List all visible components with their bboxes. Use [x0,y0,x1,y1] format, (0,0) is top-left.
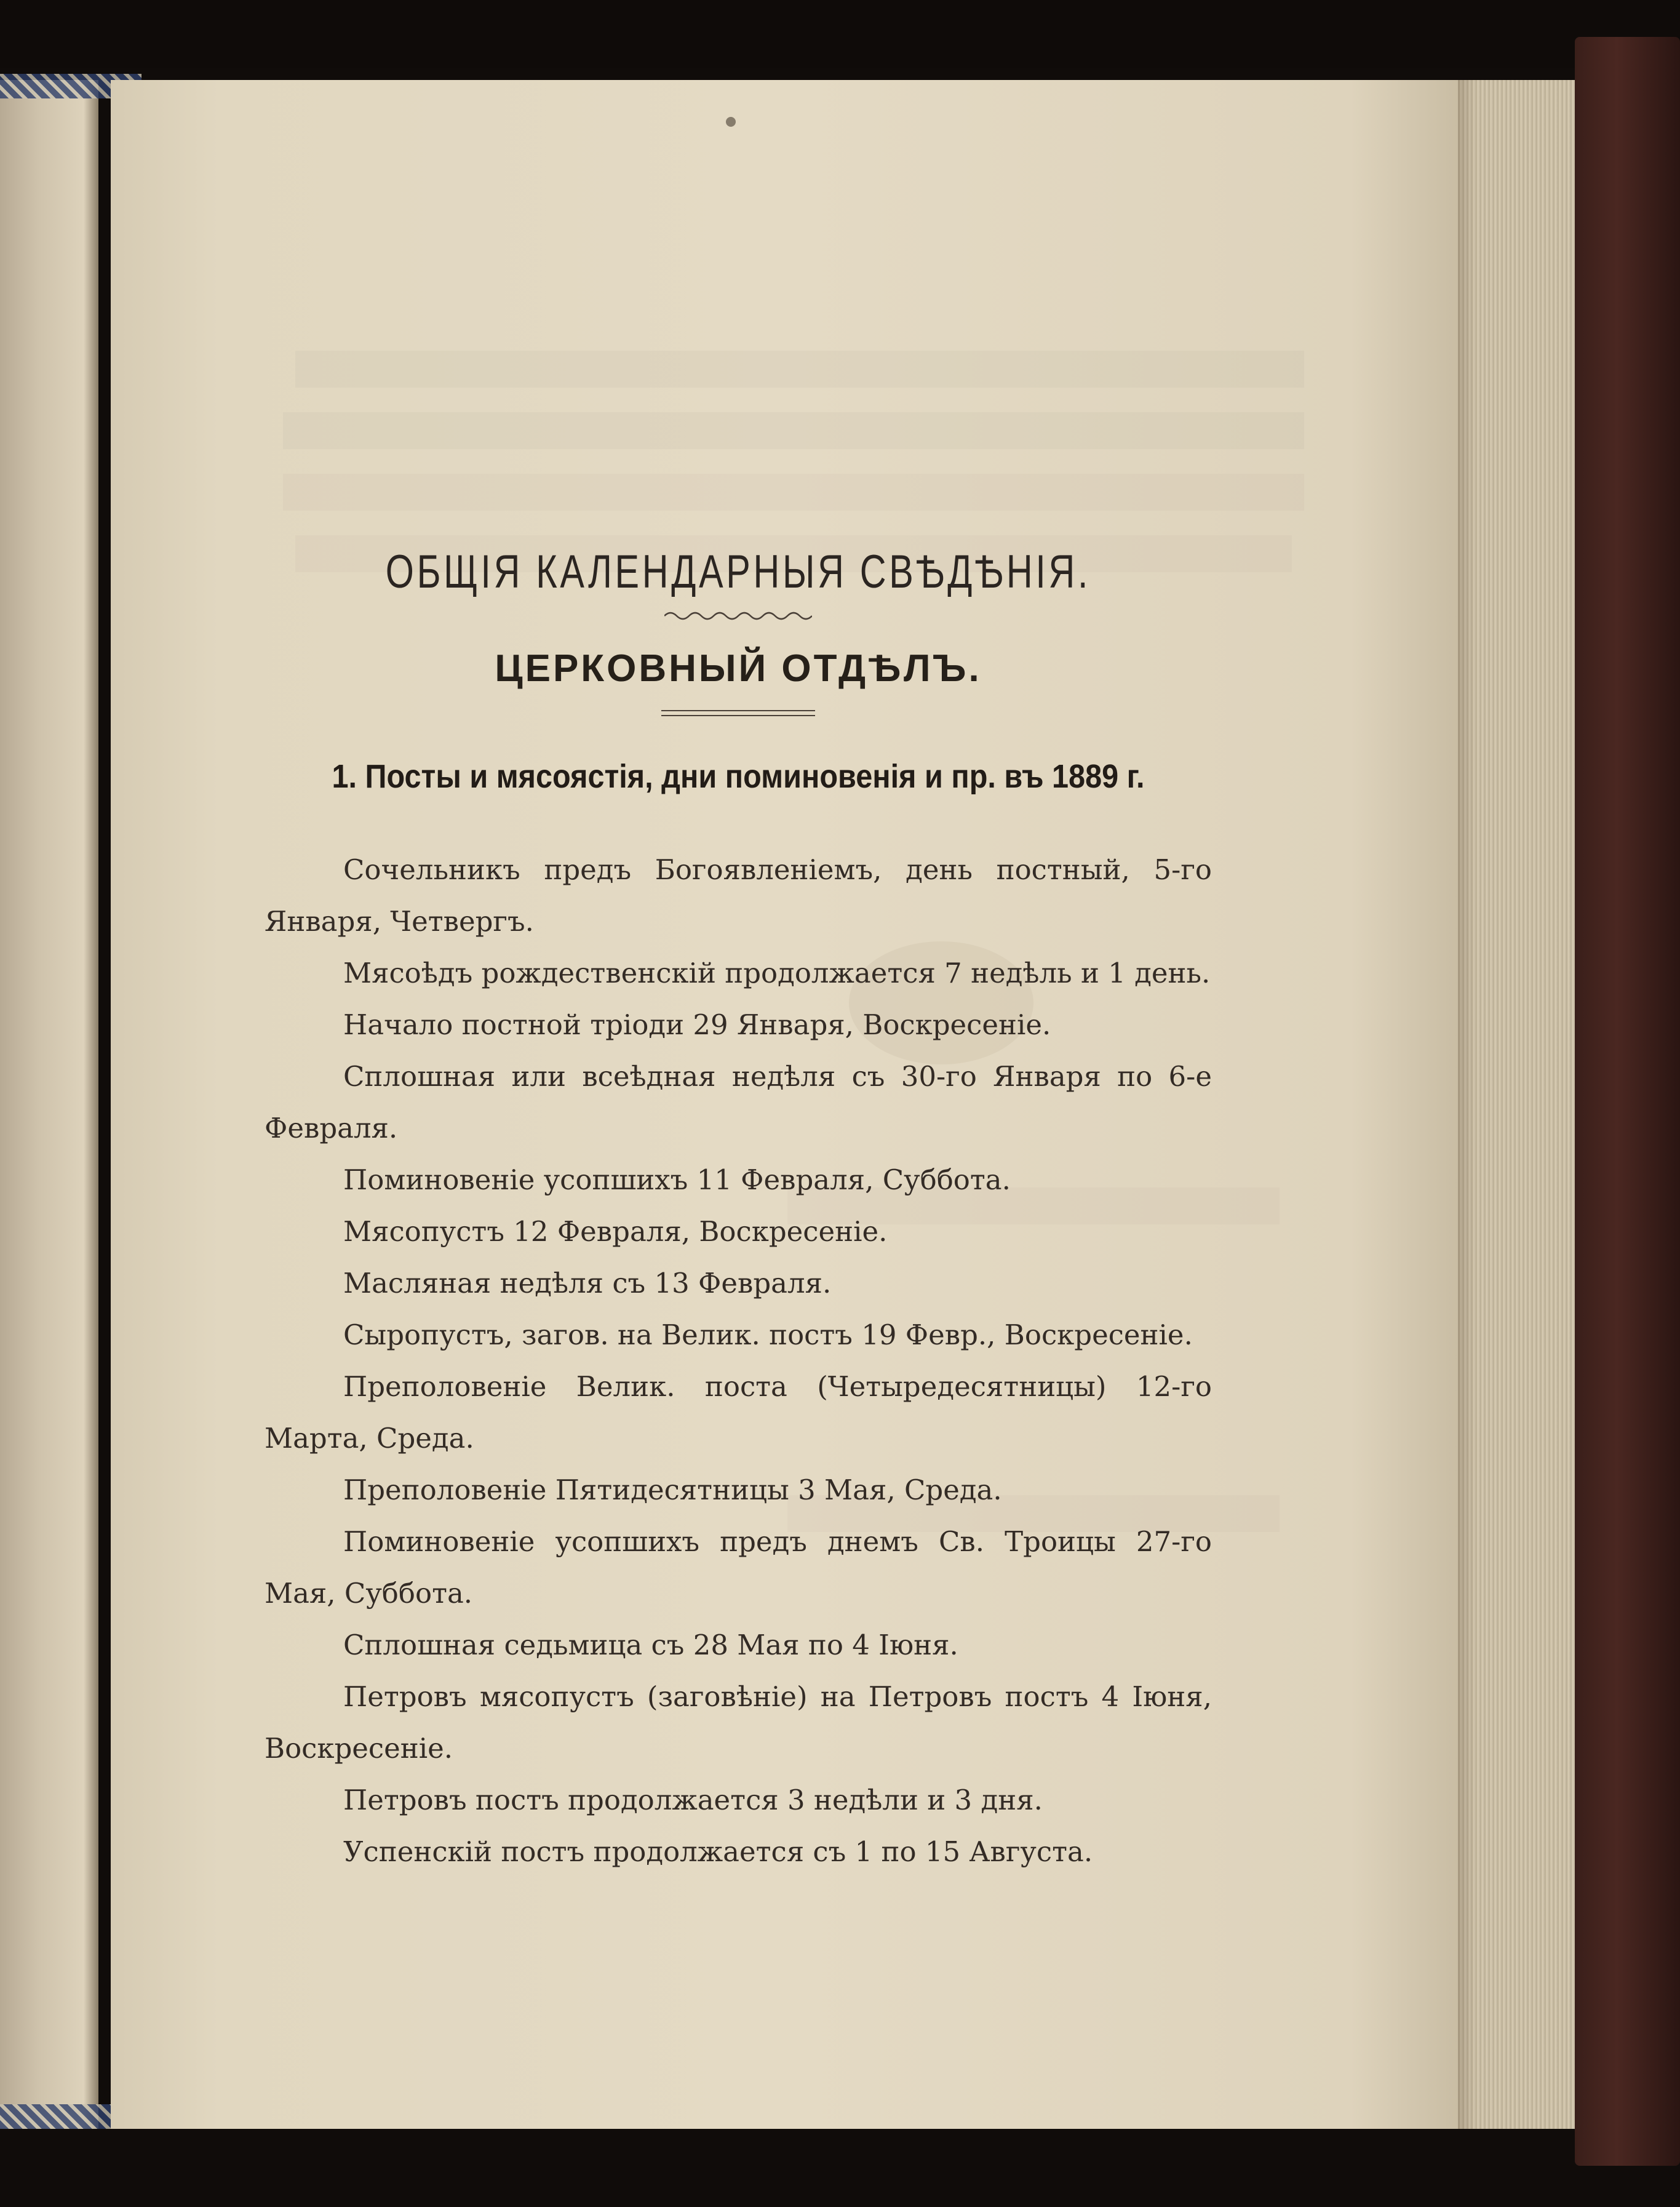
paragraph: Петровъ мясопустъ (заговѣніе) на Петровъ постъ 4 Іюня, Воскресеніе. [265,1680,1212,1765]
paragraph: Мясопустъ 12 Февраля, Воскресеніе. [343,1215,888,1248]
show-through-ghost [283,474,1304,511]
page-content [265,541,1212,1878]
paragraph: Сочельникъ предъ Богоявленіемъ, день постный, 5-го Января, Четвергъ. [265,853,1212,938]
book-cover-top [0,0,1680,68]
paragraph: Преполовеніе Пятидесятницы 3 Мая, Среда. [343,1474,1002,1506]
show-through-ghost [295,351,1304,388]
main-title: ОБЩІЯ КАЛЕНДАРНЫЯ СВѢДѢНІЯ. [385,546,1091,598]
show-through-ghost [283,412,1304,449]
paragraph: Преполовеніе Велик. поста (Четыредесятницы) 12-го Марта, Среда. [265,1370,1212,1455]
paragraph: Петровъ постъ продолжается 3 недѣли и 3 дня. [343,1784,1043,1816]
paragraph: Масляная недѣля съ 13 Февраля. [343,1267,832,1299]
paragraph: Поминовеніе усопшихъ 11 Февраля, Суббота. [343,1163,1011,1196]
page-edges [1452,80,1575,2129]
paragraph: Начало постной тріоди 29 Января, Воскресеніе. [343,1008,1051,1041]
paragraph: Успенскій постъ продолжается съ 1 по 15 Августа. [343,1835,1093,1868]
paragraph: Мясоѣдъ рождественскій продолжается 7 недѣль и 1 день. [343,957,1211,989]
paragraph: Поминовеніе усопшихъ предъ днемъ Св. Троицы 27-го Мая, Суббота. [265,1525,1212,1610]
body-text [265,844,1212,1878]
section-title: ЦЕРКОВНЫЙ ОТДѢЛЪ. [495,647,982,690]
left-page-edge [0,80,98,2129]
double-rule [661,710,815,716]
paragraph: Сплошная седьмица съ 28 Мая по 4 Іюня. [343,1629,958,1661]
book-cover-right [1575,37,1680,2166]
paragraph: Сыропустъ, загов. на Велик. постъ 19 Февр., Воскресеніе. [343,1319,1193,1351]
wavy-ornament [664,608,812,624]
subsection-title: 1. Посты и мясоястія, дни поминовенія и пр. въ 1889 г. [332,758,1145,795]
paragraph: Сплошная или всеѣдная недѣля съ 30-го Января по 6-е Февраля. [265,1060,1212,1144]
dust-speck [726,117,736,127]
